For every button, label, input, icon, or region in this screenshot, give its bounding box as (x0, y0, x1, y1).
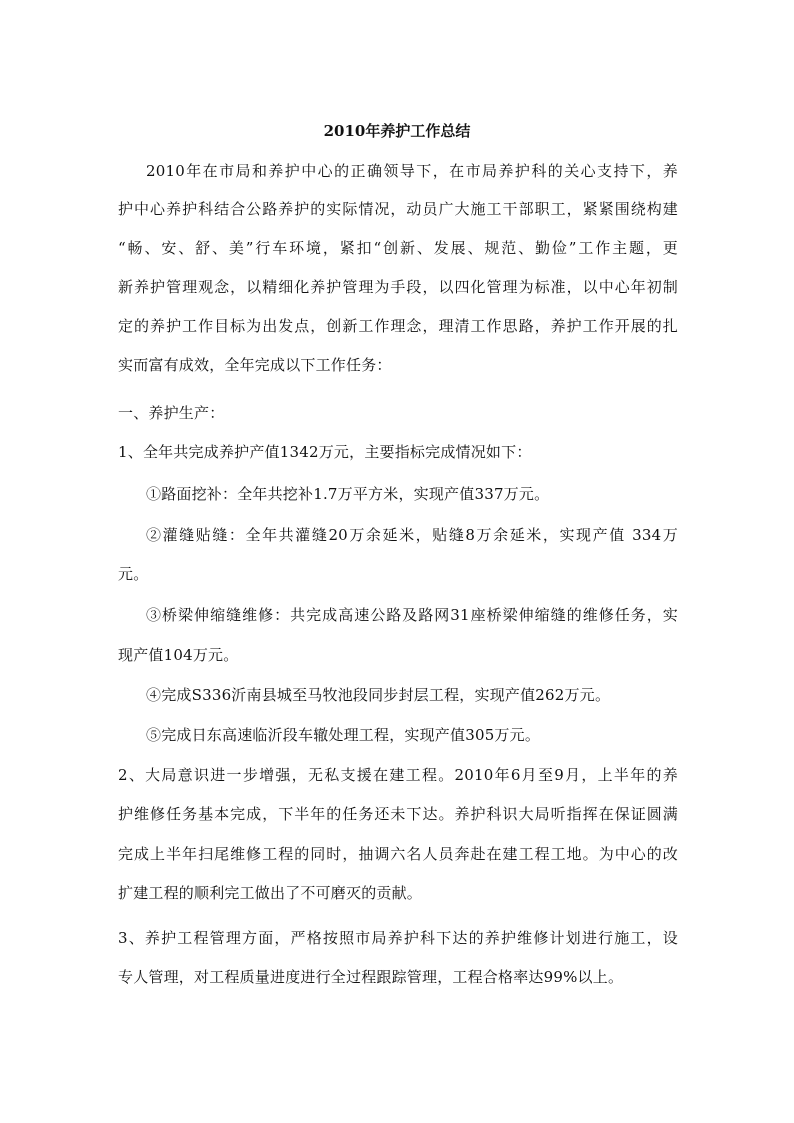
sub-list-item: ⑤完成日东高速临沂段车辙处理工程，实现产值305万元。 (146, 726, 541, 744)
sub-list-item: ④完成S336沂南县城至马牧池段同步封层工程，实现产值262万元。 (146, 686, 611, 704)
document-title: 2010年养护工作总结 (323, 122, 471, 140)
sub-list-item: ①路面挖补：全年共挖补1.7万平方米，实现产值337万元。 (146, 485, 550, 503)
paragraph-line: 2010年在市局和养护中心的正确领导下，在市局养护科的关心支持下，养 (146, 162, 678, 180)
paragraph-line: 实而富有成效，全年完成以下工作任务： (118, 356, 392, 374)
section-heading: 一、养护生产： (118, 404, 225, 422)
paragraph-line: 护维修任务基本完成，下半年的任务还未下达。养护科识大局听指挥在保证圆满 (118, 805, 678, 823)
list-item: 1、全年共完成养护产值1342万元，主要指标完成情况如下： (118, 443, 532, 461)
paragraph-line: 定的养护工作目标为出发点，创新工作理念，理清工作思路，养护工作开展的扎 (118, 317, 678, 335)
paragraph-line: 新养护管理观念，以精细化养护管理为手段，以四化管理为标准，以中心年初制 (118, 278, 678, 296)
paragraph-line: 护中心养护科结合公路养护的实际情况，动员广大施工干部职工，紧紧围绕构建 (118, 200, 678, 218)
sub-list-item: ②灌缝贴缝：全年共灌缝20万余延米，贴缝8万余延米，实现产值 334万 (146, 526, 678, 544)
paragraph-line: “畅、安、舒、美”行车环境，紧扣“创新、发展、规范、勤俭”工作主题，更 (118, 239, 678, 257)
sub-list-item-continuation: 现产值104万元。 (118, 646, 239, 664)
list-item: 3、养护工程管理方面，严格按照市局养护科下达的养护维修计划进行施工，设 (118, 929, 678, 947)
sub-list-item-continuation: 元。 (118, 565, 149, 583)
paragraph-line: 专人管理，对工程质量进度进行全过程跟踪管理，工程合格率达99%以上。 (118, 968, 624, 986)
list-item: 2、大局意识进一步增强，无私支援在建工程。2010年6月至9月，上半年的养 (118, 766, 678, 784)
paragraph-line: 扩建工程的顺利完工做出了不可磨灭的贡献。 (118, 884, 423, 902)
sub-list-item: ③桥梁伸缩缝维修：共完成高速公路及路网31座桥梁伸缩缝的维修任务，实 (146, 606, 678, 624)
paragraph-line: 完成上半年扫尾维修工程的同时，抽调六名人员奔赴在建工程工地。为中心的改 (118, 845, 678, 863)
